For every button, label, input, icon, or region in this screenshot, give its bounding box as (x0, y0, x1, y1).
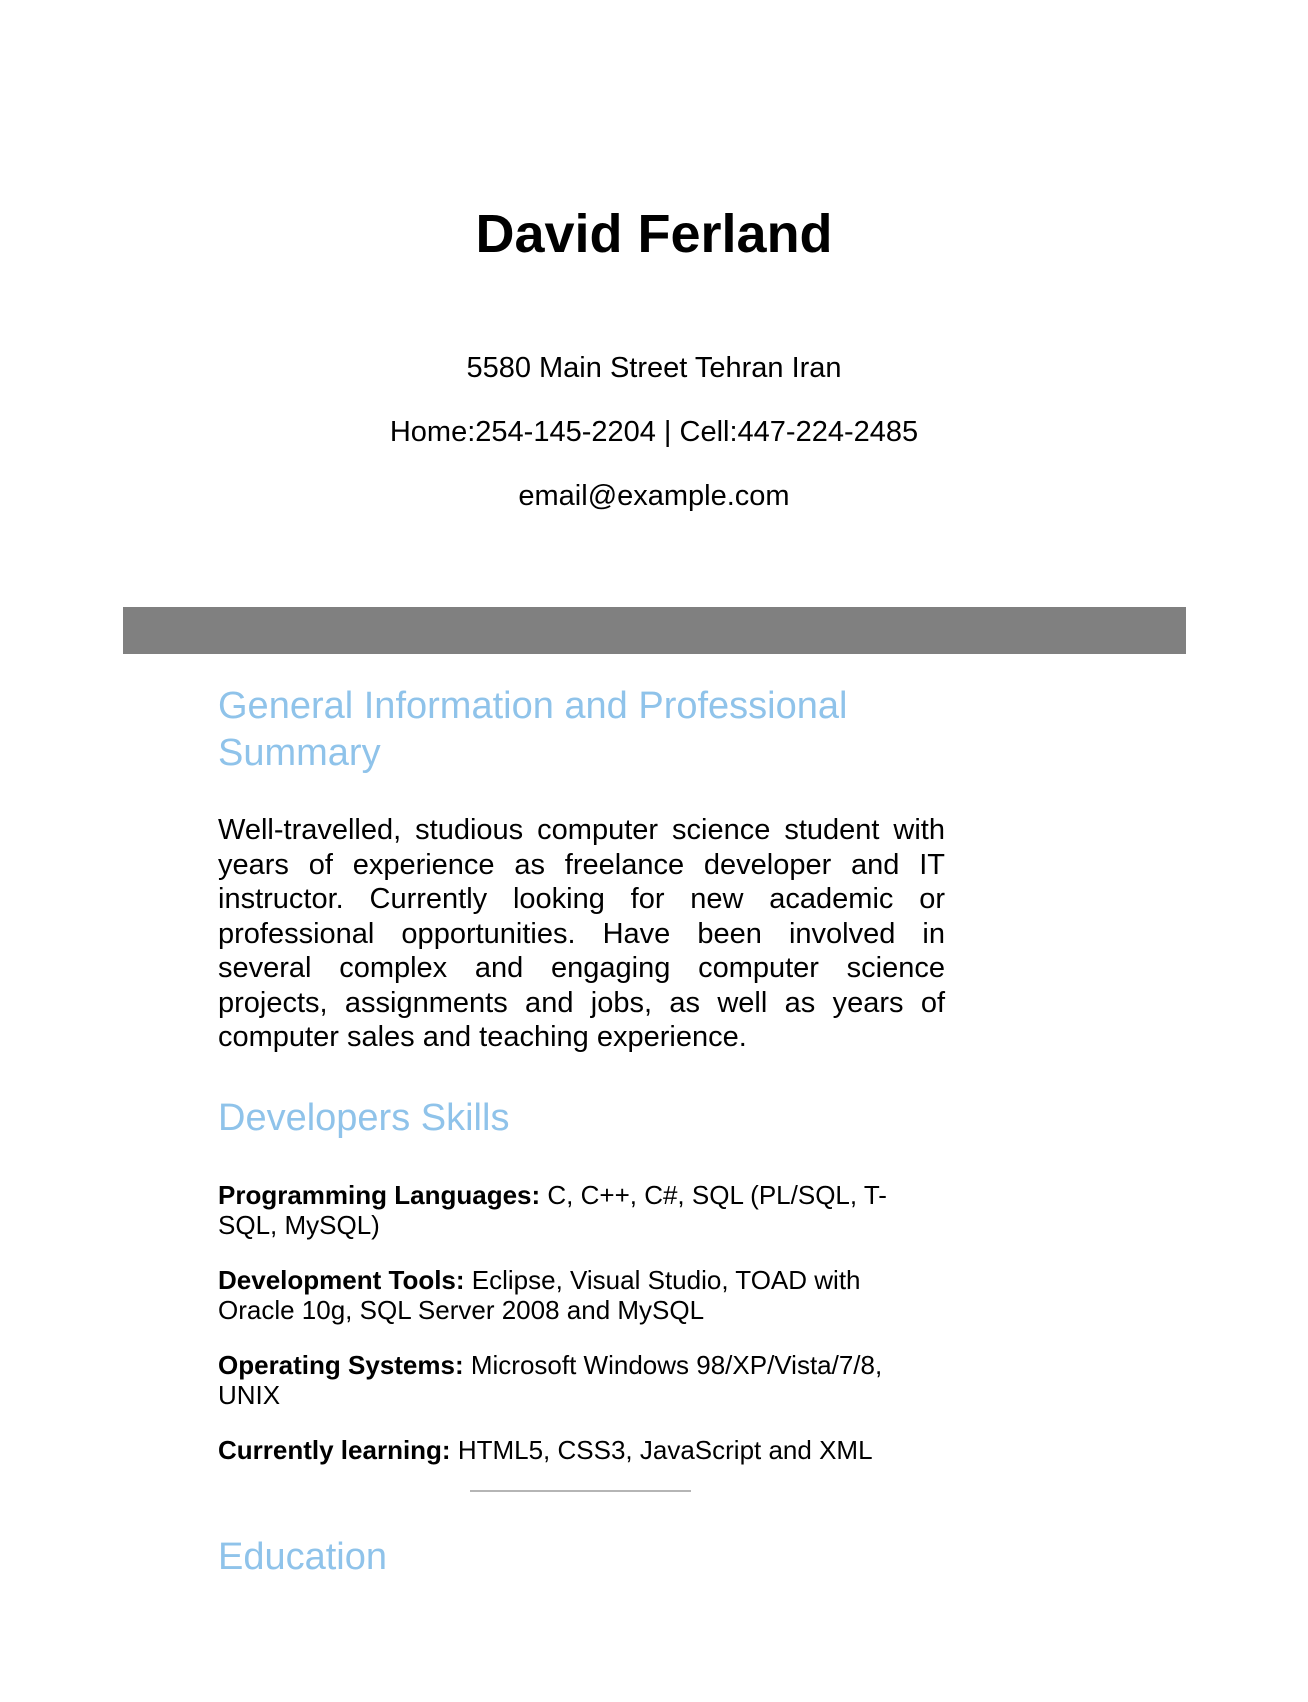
section-divider (470, 1490, 691, 1492)
contact-address: 5580 Main Street Tehran Iran (466, 352, 842, 384)
skill-value: C, C++, C#, SQL (PL/SQL, T-SQL, MySQL) (218, 1180, 887, 1240)
summary-text: Well-travelled, studious computer science student with years of experience as freelance developer and IT instructor. Currently looking for new academic or professional opportunities. Have been involved in several complex and engaging computer science projects, assignments and jobs, as well as years of computer sales and teaching experience. (218, 814, 945, 1053)
skill-value: Microsoft Windows 98/XP/Vista/7/8, UNIX (218, 1350, 883, 1410)
resume-name: David Ferland (475, 204, 833, 264)
skill-label: Operating Systems: (218, 1350, 464, 1380)
skill-item-currently-learning (218, 1435, 918, 1465)
skill-item-development-tools (218, 1265, 918, 1325)
skill-value: HTML5, CSS3, JavaScript and XML (450, 1435, 873, 1465)
education-heading: Education (218, 1536, 388, 1578)
skills-heading: Developers Skills (218, 1097, 510, 1139)
skill-label: Programming Languages: (218, 1180, 541, 1210)
contact-email: email@example.com (518, 480, 790, 512)
skill-label: Development Tools: (218, 1265, 465, 1295)
section-banner (123, 607, 1186, 654)
skill-value: Eclipse, Visual Studio, TOAD with Oracle 10g, SQL Server 2008 and MySQL (218, 1265, 861, 1325)
skill-label: Currently learning: (218, 1435, 451, 1465)
contact-phones: Home:254-145-2204 | Cell:447-224-2485 (389, 416, 919, 448)
skill-item-operating-systems (218, 1350, 918, 1410)
skill-item-programming-languages (218, 1180, 918, 1240)
summary-heading: General Information and Professional Summary (218, 685, 848, 774)
